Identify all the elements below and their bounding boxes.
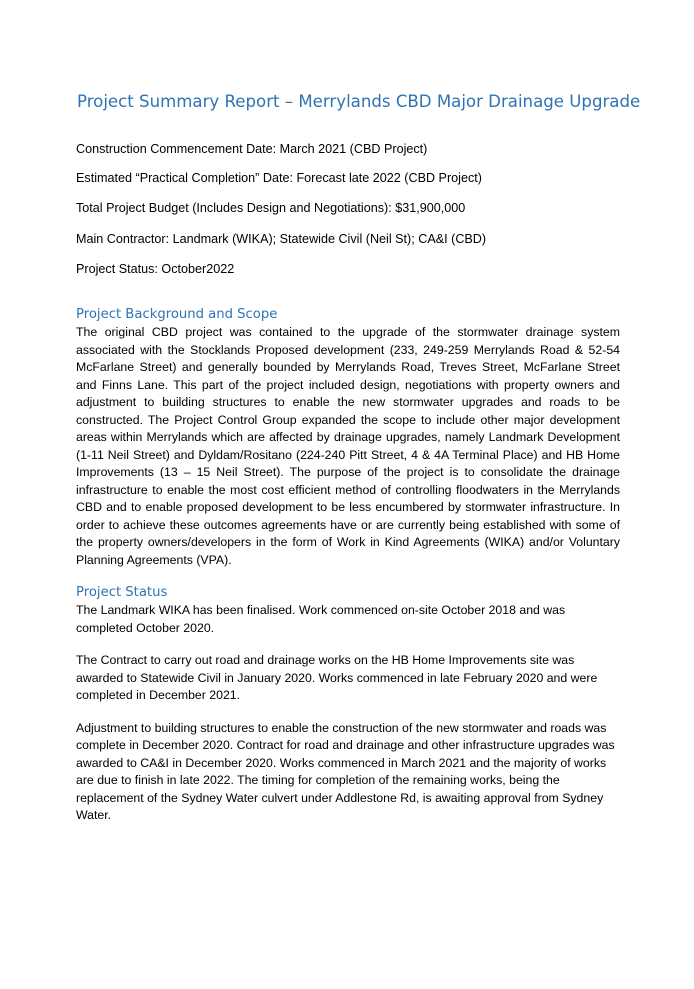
project-status-line: Project Status: October2022 bbox=[76, 262, 235, 276]
report-title: Project Summary Report – Merrylands CBD Major Drainage Upgrade bbox=[77, 92, 641, 111]
status-heading: Project Status bbox=[76, 585, 168, 600]
main-contractor: Main Contractor: Landmark (WIKA); Statewide Civil (Neil St); CA&I (CBD) bbox=[76, 232, 487, 246]
commencement-date: Construction Commencement Date: March 2021 (CBD Project) bbox=[76, 142, 428, 156]
status-paragraph: The Landmark WIKA has been finalised. Work commenced on-site October 2018 and was completed October 2020. bbox=[76, 603, 566, 635]
project-budget: Total Project Budget (Includes Design and Negotiations): $31,900,000 bbox=[76, 201, 466, 215]
status-paragraph: The Contract to carry out road and drainage works on the HB Home Improvements site was awarded to Statewide Civil in January 2020. Works commenced in late February 2020 and were completed in December 2021. bbox=[76, 653, 598, 702]
background-heading: Project Background and Scope bbox=[76, 307, 278, 322]
background-section bbox=[76, 306, 620, 569]
completion-date: Estimated “Practical Completion” Date: Forecast late 2022 (CBD Project) bbox=[76, 171, 482, 185]
status-section bbox=[76, 584, 620, 840]
background-body: The original CBD project was contained to the upgrade of the stormwater drainage system associated with the Stocklands Proposed development (233, 249-259 Merrylands Road & 52-54 McFarlane Street) and generally bounded by Merrylands Road, Treves Street, McFarlane Street and Finns Lane. This part of the project included design, negotiations with property owners and adjustment to building structures to enable the new stormwater upgrades and roads to be constructed. The Project Control Group expanded the scope to include other major development areas within Merrylands which are affected by drainage upgrades, namely Landmark Development (1-11 Neil Street) and Dyldam/Rositano (224-240 Pitt Street, 4 & 4A Terminal Place) and HB Home Improvements (13 – 15 Neil Street). The purpose of the project is to consolidate the drainage infrastructure to enable the most cost efficient method of controlling floodwaters in the Merrylands CBD and to enable proposed development to be less encumbered by stormwater infrastructure. In order to achieve these outcomes agreements have or are currently being established with some of the property owners/developers in the form of Work in Kind Agreements (WIKA) and/or Voluntary Planning Agreements (VPA). bbox=[76, 325, 620, 567]
status-paragraph: Adjustment to building structures to enable the construction of the new stormwater and roads was complete in December 2020. Contract for road and drainage and other infrastructure upgrades was awarded to CA&I in December 2020. Works commenced in March 2021 and the majority of works are due to finish in late 2022. The timing for completion of the remaining works, being the replacement of the Sydney Water culvert under Addlestone Rd, is awaiting approval from Sydney Water. bbox=[76, 720, 615, 822]
